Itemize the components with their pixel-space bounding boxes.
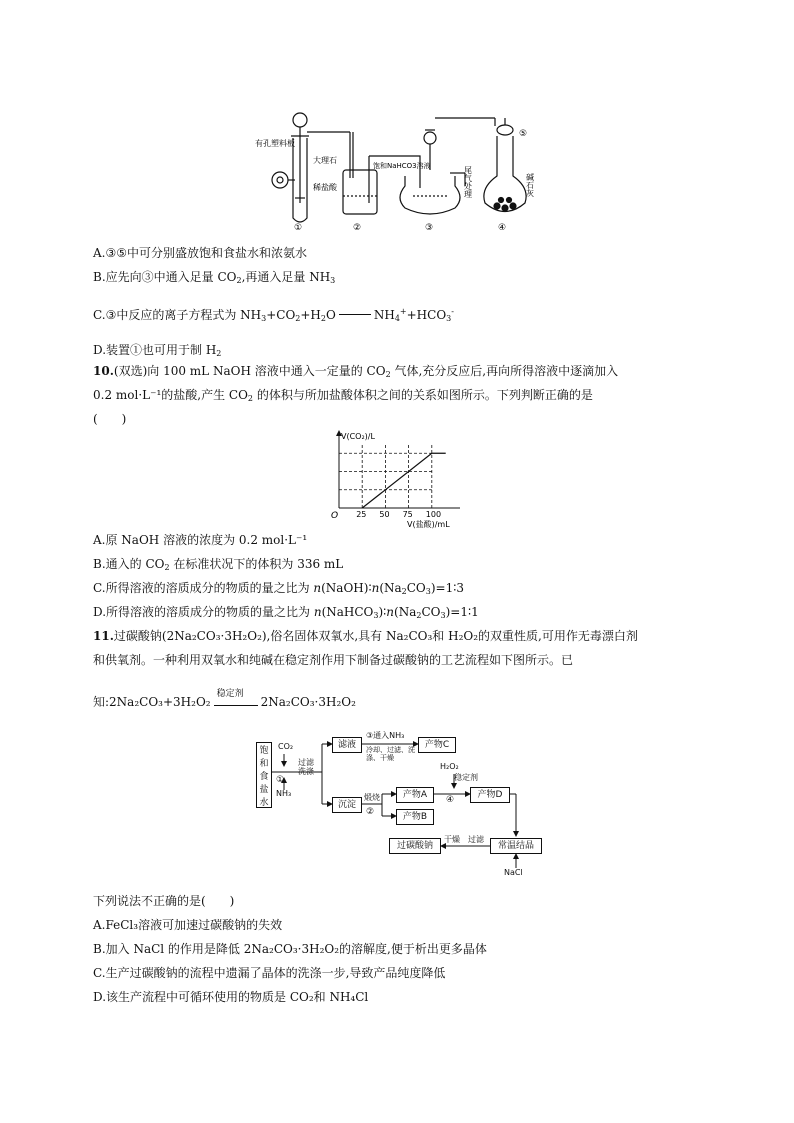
q11-known-equation: 知:2Na₂CO₃+3H₂O₂ 稳定剂 2Na₂CO₃·3H₂O₂	[93, 689, 356, 709]
label-dilute-hcl: 稀盐酸	[313, 183, 337, 192]
number-5: ⑤	[519, 129, 528, 139]
box-filtrate: 滤液	[332, 737, 362, 753]
label-stabilizer: 稳定剂	[454, 773, 478, 782]
x-tick-25: 25	[356, 510, 367, 519]
q11-option-b: B.加入 NaCl 的作用是降低 2Na₂CO₃·3H₂O₂的溶解度,便于析出更多晶体	[93, 942, 487, 956]
box-precipitate: 沉淀	[332, 797, 362, 813]
x-tick-labels	[356, 510, 441, 519]
number-2: ②	[353, 223, 362, 233]
label-tail-gas: 尾气处理	[463, 166, 473, 198]
apparatus-diagram	[255, 108, 545, 233]
label-nacl: NaCl	[504, 868, 523, 877]
x-tick-100: 100	[425, 510, 442, 519]
label-step2: ②	[366, 807, 375, 817]
q9-option-c: C.③中反应的离子方程式为 $NH_3+CO_2+H_2O$ $NH_4^++HCO_3^-$	[93, 307, 454, 323]
label-marble: 大理石	[313, 156, 337, 165]
box-product-d: 产物D	[470, 787, 510, 803]
q11-option-d: D.该生产流程中可循环使用的物质是 CO₂和 NH₄Cl	[93, 990, 369, 1004]
q10-answer-paren: ( )	[93, 412, 127, 426]
q9-option-b: B.应先向③中通入足量 $CO_2$,再通入足量 $NH_3$	[93, 270, 336, 285]
q10-stem-line2: 0.2 mol·L⁻¹的盐酸,产生 $CO_2$ 的体积与所加盐酸体积之间的关系如图所示。下列判断正确的是	[93, 388, 593, 403]
label-sat-nahco3: 饱和NaHCO3溶液	[373, 162, 431, 170]
box-percarbonate: 过碳酸钠	[389, 838, 441, 854]
q10-stem-line1: 10.(双选)向 100 mL NaOH 溶液中通入一定量的 $CO_2$ 气体,充分反应后,再向所得溶液中逐滴加入	[93, 364, 619, 379]
q9-option-d: D.装置①也可用于制 $H_2$	[93, 343, 222, 358]
label-h2o2: H₂O₂	[440, 762, 459, 771]
label-nh3: NH₃	[276, 789, 292, 798]
label-step1: ①	[276, 775, 285, 785]
label-co2: CO₂	[278, 742, 294, 751]
label-step3: ③通入NH₃	[366, 731, 405, 740]
process-flowchart	[254, 731, 554, 880]
co2-volume-chart	[325, 425, 475, 530]
q10-option-d: D.所得溶液的溶质成分的物质的量之比为 $n(NaHCO_3)∶n(Na_2CO_3)=1∶1$	[93, 605, 479, 620]
box-product-a: 产物A	[396, 787, 434, 803]
q11-question: 下列说法不正确的是( )	[93, 894, 235, 908]
box-product-b: 产物B	[396, 809, 434, 825]
q11-option-a: A.FeCl₃溶液可加速过碳酸钠的失效	[93, 918, 283, 932]
label-step4: ④	[446, 795, 455, 805]
y-axis-label: V(CO₂)/L	[341, 432, 375, 441]
q11-stem-line2: 和供氧剂。一种利用双氧水和纯碱在稳定剂作用下制备过碳酸钠的工艺流程如下图所示。已	[93, 653, 574, 667]
box-product-c: 产物C	[418, 737, 456, 753]
q11-option-c: C.生产过碳酸钠的流程中遗漏了晶体的洗涤一步,导致产品纯度降低	[93, 966, 446, 980]
label-perforated-plate: 有孔塑料板	[255, 139, 295, 148]
series-line-co2	[362, 453, 446, 508]
label-filter-wash: 过滤洗涤	[298, 758, 314, 776]
label-dry: 干燥	[444, 835, 460, 844]
chart-series	[362, 453, 446, 508]
label-step3-details: 冷却、过滤、洗涤、干燥	[366, 746, 415, 762]
q10-option-c: C.所得溶液的溶质成分的物质的量之比为 $n(NaOH)∶n(Na_2CO_3)=1∶3$	[93, 581, 465, 596]
q10-option-a: A.原 NaOH 溶液的浓度为 0.2 mol·L⁻¹	[93, 533, 308, 547]
chart-grid	[339, 444, 432, 508]
q11-stem-line1: 11.过碳酸钠(2Na₂CO₃·3H₂O₂),俗名固体双氧水,具有 Na₂CO₃和 H₂O₂的双重性质,可用作无毒漂白剂	[93, 629, 638, 643]
label-filter: 过滤	[468, 835, 484, 844]
number-4: ④	[498, 223, 507, 233]
label-calcine: 煅烧	[364, 793, 380, 802]
label-soda-lime: 碱石灰	[525, 173, 535, 197]
x-axis-label: V(盐酸)/mL	[407, 520, 450, 529]
origin-label: O	[331, 511, 339, 521]
number-3: ③	[425, 223, 434, 233]
number-1: ①	[294, 223, 303, 233]
box-brine: 饱和食盐水	[256, 742, 272, 808]
x-tick-75: 75	[402, 510, 413, 519]
box-crystallize: 常温结晶	[490, 838, 542, 854]
q9-option-a: A.③⑤中可分别盛放饱和食盐水和浓氨水	[93, 246, 307, 260]
q10-option-b: B.通入的 $CO_2$ 在标准状况下的体积为 336 mL	[93, 557, 344, 572]
x-tick-50: 50	[379, 510, 390, 519]
